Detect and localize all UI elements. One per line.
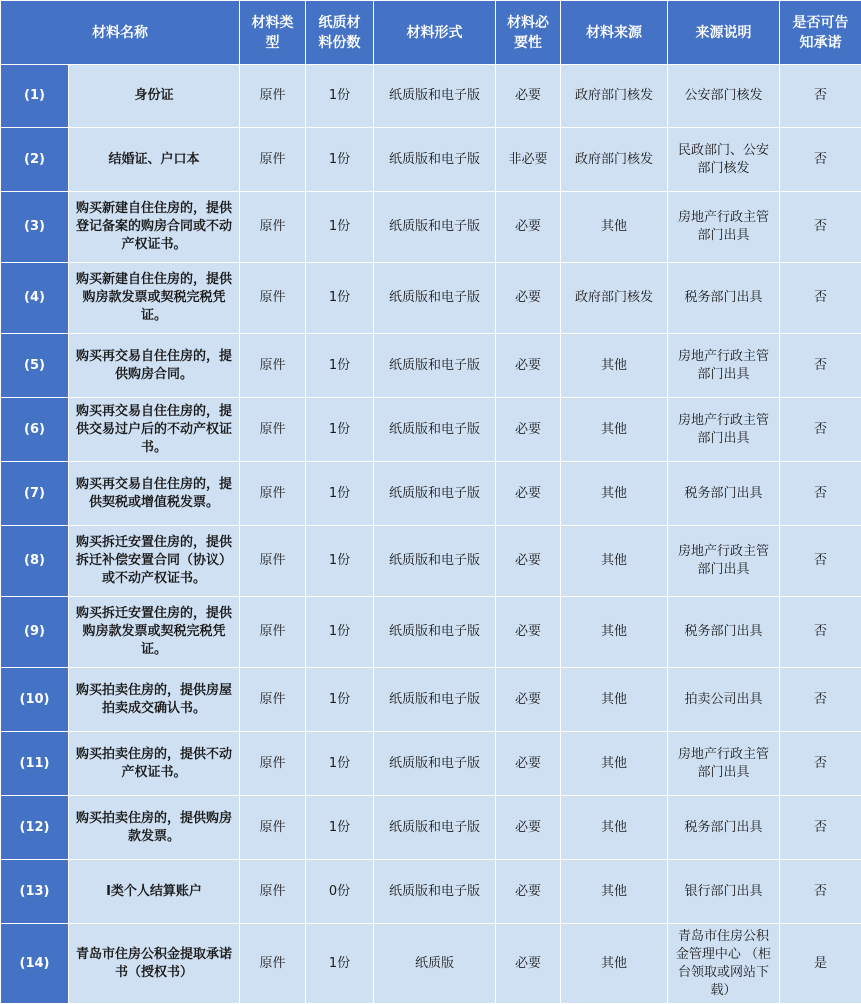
table-row — [1, 732, 861, 796]
material-name: 身份证 — [69, 65, 240, 128]
material-type: 原件 — [240, 732, 306, 796]
notify-commitment: 否 — [780, 398, 861, 462]
material-necessity: 必要 — [496, 796, 561, 860]
material-form: 纸质版和电子版 — [374, 597, 496, 668]
table-row — [1, 924, 861, 1004]
material-form: 纸质版和电子版 — [374, 462, 496, 526]
material-source: 政府部门核发 — [561, 128, 668, 192]
notify-commitment: 是 — [780, 924, 861, 1004]
notify-commitment: 否 — [780, 192, 861, 263]
paper-copies: 1份 — [306, 597, 374, 668]
source-description: 房地产行政主管部门出具 — [668, 192, 780, 263]
material-form: 纸质版和电子版 — [374, 334, 496, 398]
material-source: 其他 — [561, 462, 668, 526]
material-source: 其他 — [561, 597, 668, 668]
material-necessity: 必要 — [496, 192, 561, 263]
material-type: 原件 — [240, 860, 306, 924]
table-row — [1, 398, 861, 462]
table-header-row — [1, 1, 861, 65]
paper-copies: 1份 — [306, 128, 374, 192]
notify-commitment: 否 — [780, 860, 861, 924]
material-name: 购买拍卖住房的，提供房屋拍卖成交确认书。 — [69, 668, 240, 732]
paper-copies: 1份 — [306, 668, 374, 732]
source-description: 拍卖公司出具 — [668, 668, 780, 732]
source-description: 房地产行政主管部门出具 — [668, 526, 780, 597]
material-type: 原件 — [240, 462, 306, 526]
material-type: 原件 — [240, 526, 306, 597]
material-necessity: 必要 — [496, 860, 561, 924]
source-description: 税务部门出具 — [668, 597, 780, 668]
header-notify: 是否可告知承诺 — [780, 1, 861, 65]
material-type: 原件 — [240, 65, 306, 128]
header-name: 材料名称 — [1, 1, 240, 65]
source-description: 民政部门、公安部门核发 — [668, 128, 780, 192]
notify-commitment: 否 — [780, 597, 861, 668]
source-description: 税务部门出具 — [668, 263, 780, 334]
notify-commitment: 否 — [780, 128, 861, 192]
row-index: (11) — [1, 732, 69, 796]
table-row — [1, 334, 861, 398]
material-necessity: 必要 — [496, 263, 561, 334]
notify-commitment: 否 — [780, 462, 861, 526]
material-source: 其他 — [561, 526, 668, 597]
material-necessity: 必要 — [496, 668, 561, 732]
paper-copies: 1份 — [306, 65, 374, 128]
material-source: 其他 — [561, 192, 668, 263]
material-source: 其他 — [561, 924, 668, 1004]
material-necessity: 必要 — [496, 334, 561, 398]
table-row — [1, 128, 861, 192]
header-source-desc: 来源说明 — [668, 1, 780, 65]
row-index: (4) — [1, 263, 69, 334]
table-row — [1, 192, 861, 263]
table-row — [1, 65, 861, 128]
table-row — [1, 668, 861, 732]
material-name: 购买拆迁安置住房的，提供拆迁补偿安置合同（协议）或不动产权证书。 — [69, 526, 240, 597]
material-source: 政府部门核发 — [561, 65, 668, 128]
material-name: 购买拆迁安置住房的，提供购房款发票或契税完税凭证。 — [69, 597, 240, 668]
material-form: 纸质版和电子版 — [374, 732, 496, 796]
material-type: 原件 — [240, 128, 306, 192]
table-row — [1, 796, 861, 860]
material-form: 纸质版和电子版 — [374, 65, 496, 128]
material-name: 购买拍卖住房的，提供购房款发票。 — [69, 796, 240, 860]
material-form: 纸质版和电子版 — [374, 192, 496, 263]
paper-copies: 1份 — [306, 192, 374, 263]
material-necessity: 必要 — [496, 526, 561, 597]
source-description: 公安部门核发 — [668, 65, 780, 128]
row-index: (3) — [1, 192, 69, 263]
material-name: 结婚证、户口本 — [69, 128, 240, 192]
header-type: 材料类型 — [240, 1, 306, 65]
material-form: 纸质版 — [374, 924, 496, 1004]
material-necessity: 必要 — [496, 597, 561, 668]
row-index: (12) — [1, 796, 69, 860]
material-form: 纸质版和电子版 — [374, 796, 496, 860]
row-index: (14) — [1, 924, 69, 1004]
material-source: 其他 — [561, 796, 668, 860]
notify-commitment: 否 — [780, 796, 861, 860]
source-description: 房地产行政主管部门出具 — [668, 334, 780, 398]
notify-commitment: 否 — [780, 263, 861, 334]
source-description: 税务部门出具 — [668, 462, 780, 526]
material-necessity: 必要 — [496, 398, 561, 462]
header-source: 材料来源 — [561, 1, 668, 65]
table-row — [1, 526, 861, 597]
row-index: (2) — [1, 128, 69, 192]
paper-copies: 1份 — [306, 796, 374, 860]
material-type: 原件 — [240, 668, 306, 732]
row-index: (7) — [1, 462, 69, 526]
material-source: 其他 — [561, 668, 668, 732]
material-name: 购买再交易自住住房的，提供契税或增值税发票。 — [69, 462, 240, 526]
material-name: 购买拍卖住房的，提供不动产权证书。 — [69, 732, 240, 796]
material-necessity: 必要 — [496, 65, 561, 128]
header-necessity: 材料必要性 — [496, 1, 561, 65]
material-form: 纸质版和电子版 — [374, 398, 496, 462]
material-necessity: 必要 — [496, 462, 561, 526]
notify-commitment: 否 — [780, 668, 861, 732]
paper-copies: 1份 — [306, 334, 374, 398]
source-description: 青岛市住房公积金管理中心 （柜台领取或网站下载） — [668, 924, 780, 1004]
material-name: I类个人结算账户 — [69, 860, 240, 924]
paper-copies: 1份 — [306, 263, 374, 334]
row-index: (9) — [1, 597, 69, 668]
row-index: (13) — [1, 860, 69, 924]
notify-commitment: 否 — [780, 732, 861, 796]
material-name: 青岛市住房公积金提取承诺书（授权书） — [69, 924, 240, 1004]
material-type: 原件 — [240, 924, 306, 1004]
table-row — [1, 860, 861, 924]
material-type: 原件 — [240, 334, 306, 398]
row-index: (6) — [1, 398, 69, 462]
notify-commitment: 否 — [780, 65, 861, 128]
material-type: 原件 — [240, 796, 306, 860]
paper-copies: 1份 — [306, 924, 374, 1004]
row-index: (10) — [1, 668, 69, 732]
source-description: 房地产行政主管部门出具 — [668, 732, 780, 796]
material-type: 原件 — [240, 263, 306, 334]
material-name: 购买新建自住住房的，提供登记备案的购房合同或不动产权证书。 — [69, 192, 240, 263]
material-source: 其他 — [561, 334, 668, 398]
material-source: 其他 — [561, 860, 668, 924]
material-name: 购买再交易自住住房的，提供购房合同。 — [69, 334, 240, 398]
paper-copies: 0份 — [306, 860, 374, 924]
paper-copies: 1份 — [306, 732, 374, 796]
material-form: 纸质版和电子版 — [374, 128, 496, 192]
header-form: 材料形式 — [374, 1, 496, 65]
paper-copies: 1份 — [306, 462, 374, 526]
material-necessity: 必要 — [496, 924, 561, 1004]
material-form: 纸质版和电子版 — [374, 526, 496, 597]
source-description: 房地产行政主管部门出具 — [668, 398, 780, 462]
material-necessity: 必要 — [496, 732, 561, 796]
row-index: (5) — [1, 334, 69, 398]
table-row — [1, 462, 861, 526]
material-name: 购买新建自住住房的，提供购房款发票或契税完税凭证。 — [69, 263, 240, 334]
source-description: 银行部门出具 — [668, 860, 780, 924]
material-form: 纸质版和电子版 — [374, 263, 496, 334]
header-copies: 纸质材料份数 — [306, 1, 374, 65]
row-index: (1) — [1, 65, 69, 128]
notify-commitment: 否 — [780, 334, 861, 398]
row-index: (8) — [1, 526, 69, 597]
material-form: 纸质版和电子版 — [374, 860, 496, 924]
material-source: 其他 — [561, 398, 668, 462]
notify-commitment: 否 — [780, 526, 861, 597]
paper-copies: 1份 — [306, 398, 374, 462]
table-row — [1, 263, 861, 334]
material-name: 购买再交易自住住房的，提供交易过户后的不动产权证书。 — [69, 398, 240, 462]
paper-copies: 1份 — [306, 526, 374, 597]
source-description: 税务部门出具 — [668, 796, 780, 860]
material-type: 原件 — [240, 597, 306, 668]
material-source: 其他 — [561, 732, 668, 796]
material-type: 原件 — [240, 398, 306, 462]
material-source: 政府部门核发 — [561, 263, 668, 334]
material-necessity: 非必要 — [496, 128, 561, 192]
table-row — [1, 597, 861, 668]
material-form: 纸质版和电子版 — [374, 668, 496, 732]
material-type: 原件 — [240, 192, 306, 263]
